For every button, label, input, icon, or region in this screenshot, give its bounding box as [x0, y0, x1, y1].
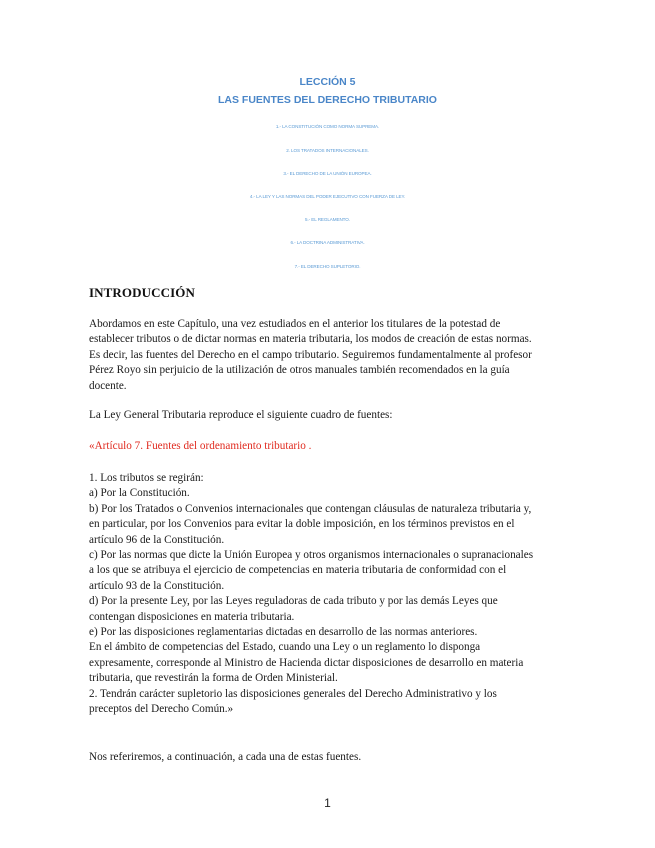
- text-line: Pérez Royo sin perjuicio de la utilización de otros manuales también recomendados en la guía: [89, 364, 510, 377]
- toc-item: 1.- LA CONSTITUCIÓN COMO NORMA SUPREMA.: [275, 124, 380, 129]
- text-line: docente.: [89, 379, 127, 392]
- text-line: establecer tributos o de dictar normas en materia tributaria, los modos de creación de estas normas.: [89, 333, 532, 346]
- article-title: «Artículo 7. Fuentes del ordenamiento tributario .: [89, 440, 312, 452]
- article-body: [89, 471, 567, 718]
- text-line: En el ámbito de competencias del Estado, cuando una Ley o un reglamento lo disponga: [89, 641, 481, 654]
- text-line: a) Por la Constitución.: [89, 487, 190, 500]
- text-line: preceptos del Derecho Común.»: [89, 703, 234, 716]
- toc-item: 7.- EL DERECHO SUPLETORIO.: [294, 264, 361, 269]
- toc-item: 5.- EL REGLAMENTO.: [305, 217, 350, 222]
- intro-paragraph: [89, 317, 567, 394]
- text-line: Abordamos en este Capítulo, una vez estudiados en el anterior los titulares de la potestad de: [89, 318, 501, 330]
- text-line: 2. Tendrán carácter supletorio las disposiciones generales del Derecho Administrativo y los: [89, 687, 497, 700]
- closing-paragraph: Nos referiremos, a continuación, a cada una de estas fuentes.: [89, 751, 362, 763]
- text-line: contengan disposiciones en materia tributaria.: [89, 610, 295, 623]
- lesson-subject: LAS FUENTES DEL DERECHO TRIBUTARIO: [218, 94, 437, 106]
- text-line: artículo 93 de la Constitución.: [89, 579, 225, 592]
- lgt-intro: La Ley General Tributaria reproduce el siguiente cuadro de fuentes:: [89, 409, 393, 421]
- text-line: Es decir, las fuentes del Derecho en el campo tributario. Seguiremos fundamentalmente al profesor: [89, 348, 532, 361]
- toc-item: 4.- LA LEY Y LAS NORMAS DEL PODER EJECUTIVO CON FUERZA DE LEY.: [249, 194, 406, 199]
- text-line: c) Por las normas que dicte la Unión Europea y otros organismos internacionales o supranacionales: [89, 549, 534, 562]
- toc-item: 6.- LA DOCTRINA ADMINISTRATIVA.: [290, 240, 365, 245]
- toc-item: 2. LOS TRATADOS INTERNACIONALES.: [286, 148, 369, 153]
- text-line: en particular, por los Convenios para evitar la doble imposición, en los términos previstos en el: [89, 518, 515, 531]
- section-heading: INTRODUCCIÓN: [89, 285, 195, 300]
- page-number: 1: [324, 796, 331, 810]
- toc-item: 3.- EL DERECHO DE LA UNIÓN EUROPEA.: [283, 171, 372, 176]
- text-line: a los que se atribuya el ejercicio de competencias en materia tributaria de conformidad con el: [89, 564, 507, 577]
- text-line: d) Por la presente Ley, por las Leyes reguladoras de cada tributo y por las demás Leyes que: [89, 595, 498, 608]
- text-line: artículo 96 de la Constitución.: [89, 533, 225, 546]
- text-line: expresamente, corresponde al Ministro de Hacienda dictar disposiciones de desarrollo en materia: [89, 656, 524, 669]
- text-line: e) Por las disposiciones reglamentarias dictadas en desarrollo de las normas anteriores.: [89, 626, 478, 639]
- text-line: b) Por los Tratados o Convenios internacionales que contengan cláusulas de naturaleza tributaria y,: [89, 502, 532, 515]
- lesson-title: LECCIÓN 5: [299, 76, 356, 88]
- text-line: 1. Los tributos se regirán:: [89, 472, 204, 484]
- text-line: tributaria, que revestirán la forma de Orden Ministerial.: [89, 672, 338, 685]
